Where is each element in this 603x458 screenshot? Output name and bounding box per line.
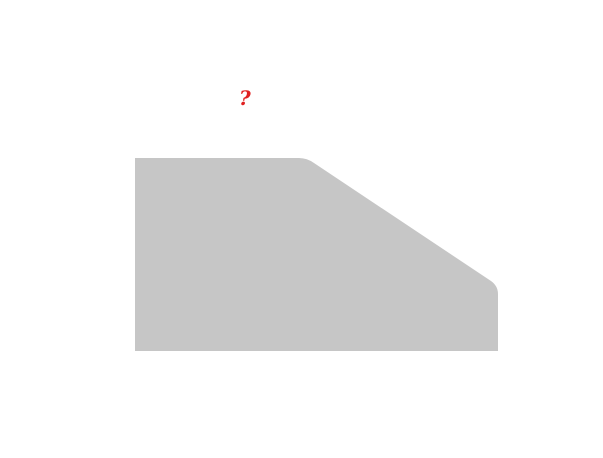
unknown-marker-label: ? [239,86,251,110]
gray-polygon-shape [135,158,498,351]
